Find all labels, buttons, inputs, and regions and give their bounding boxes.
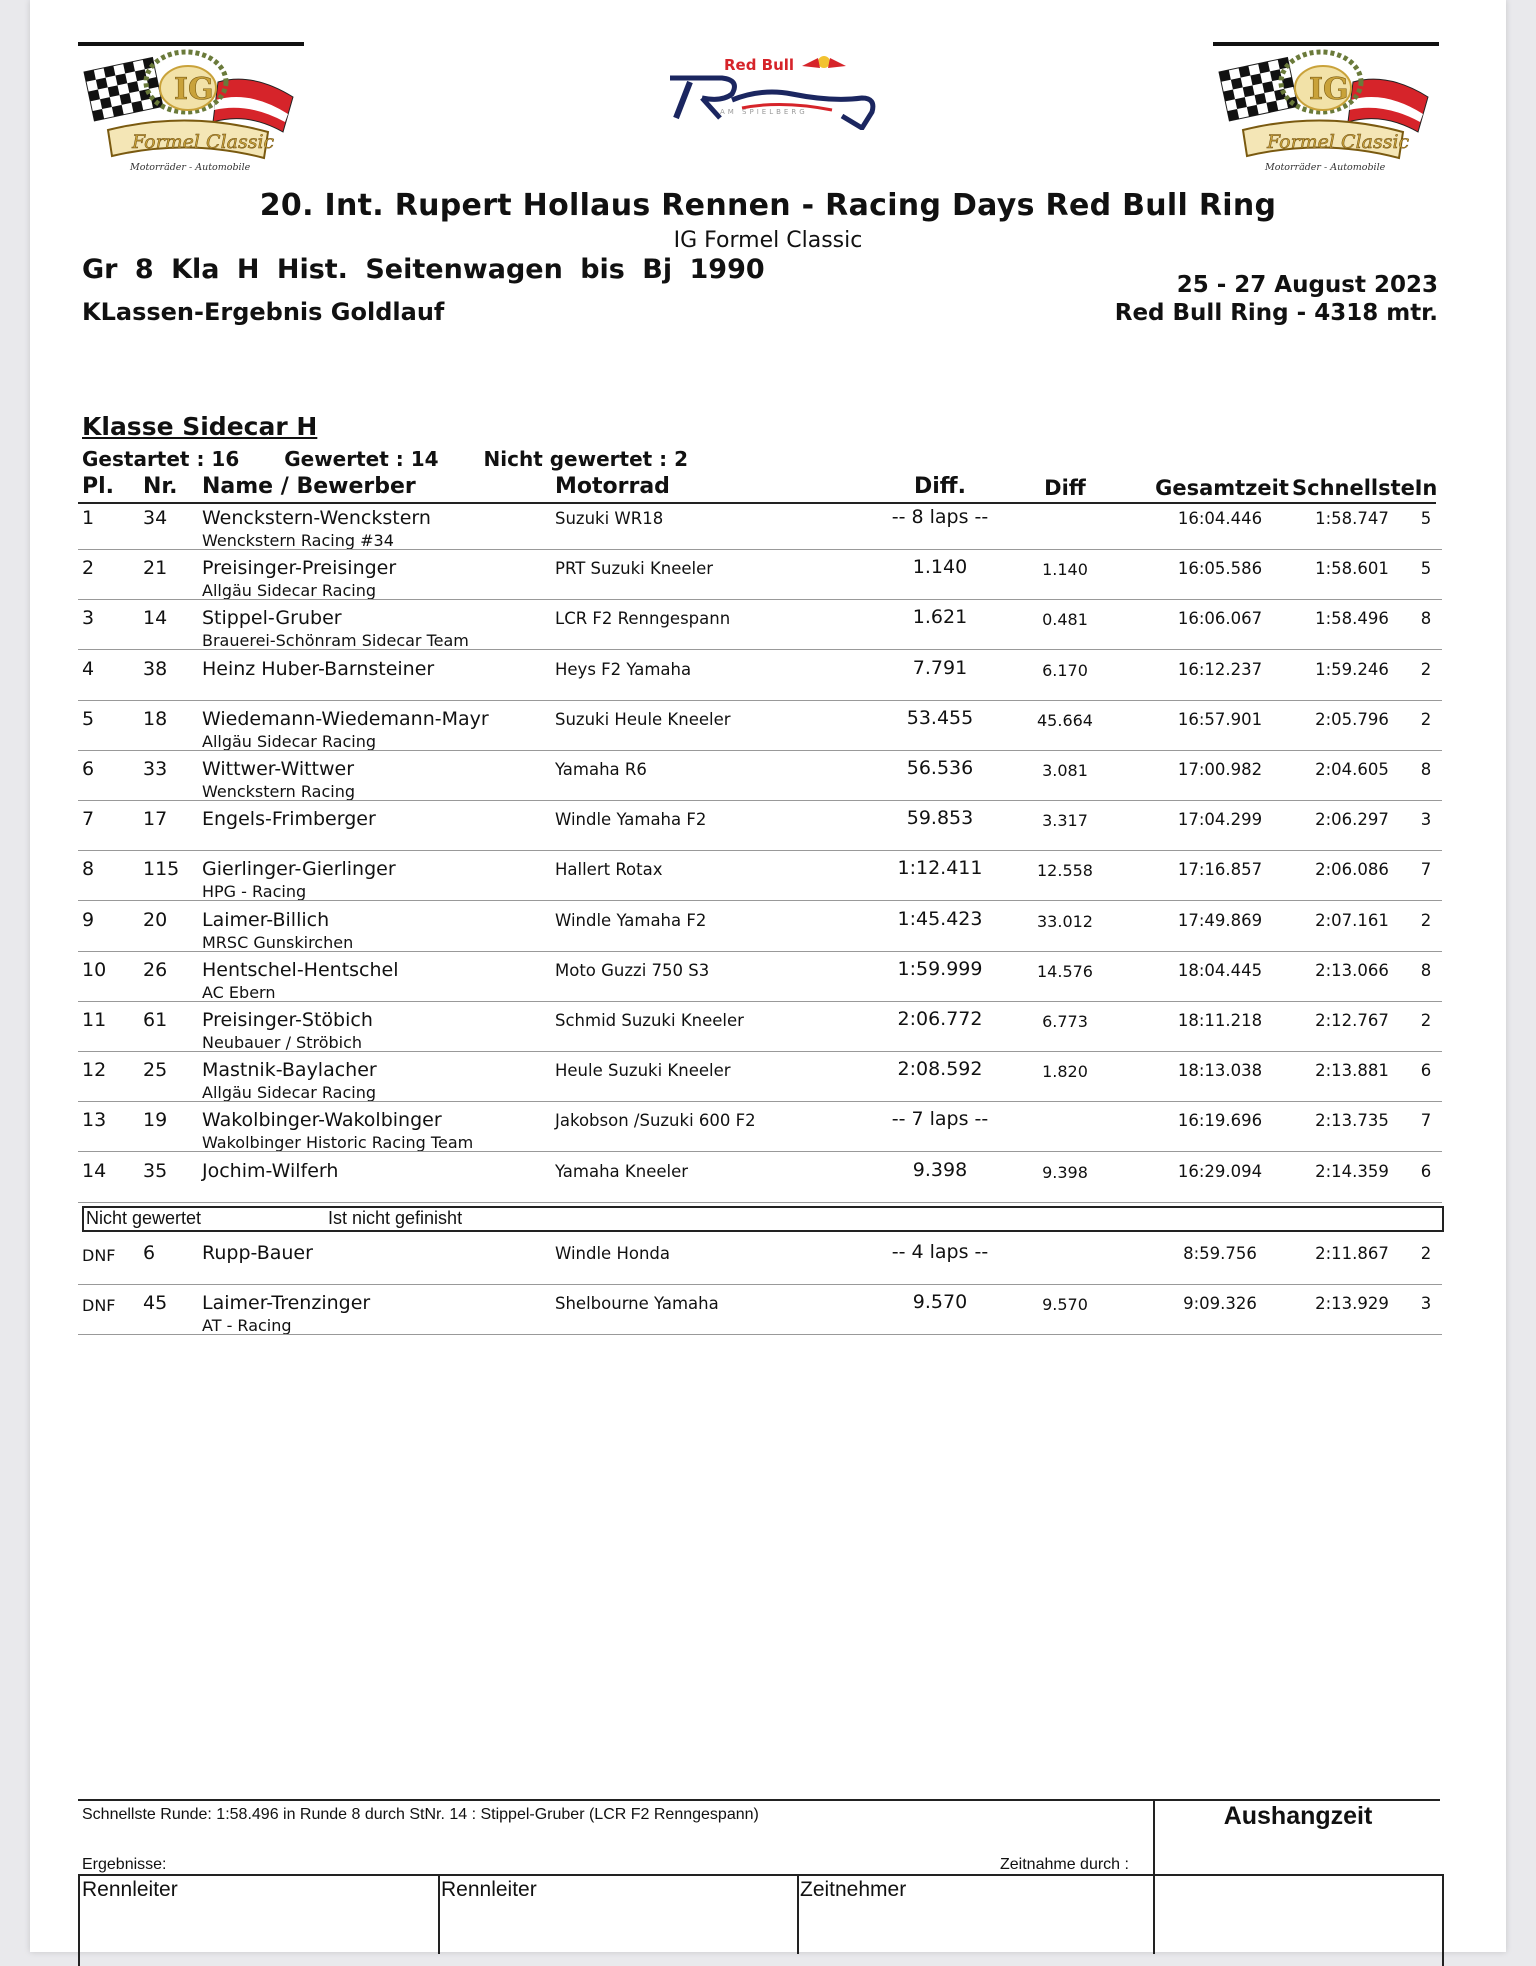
col-header-total: Gesamtzeit — [1155, 476, 1289, 500]
row-place: DNF — [82, 1246, 116, 1265]
row-name: Rupp-Bauer — [202, 1242, 313, 1264]
row-separator — [78, 700, 1442, 701]
row-separator — [78, 900, 1442, 901]
row-team: Wakolbinger Historic Racing Team — [202, 1133, 474, 1153]
row-place: 6 — [82, 758, 95, 780]
row-total-time: 17:04.299 — [1177, 810, 1263, 830]
row-name: Engels-Frimberger — [202, 808, 376, 831]
event-subtitle: IG Formel Classic — [673, 228, 863, 253]
event-venue: Red Bull Ring - 4318 mtr. — [1114, 300, 1438, 326]
ergebnisse-label: Ergebnisse: — [82, 1856, 167, 1873]
row-name: Wakolbinger-Wakolbinger — [202, 1109, 442, 1132]
results-sheet — [30, 0, 1506, 1952]
row-team: Allgäu Sidecar Racing — [202, 731, 376, 751]
row-separator — [78, 1001, 1442, 1002]
row-diff: 1:45.423 — [897, 907, 983, 930]
signature-zeitnehmer: Zeitnehmer — [800, 1878, 907, 1901]
row-name: Preisinger-Preisinger — [202, 557, 397, 580]
row-fastest-in-lap: 2 — [1420, 659, 1432, 679]
row-name: Laimer-Billich — [202, 908, 330, 931]
row-diff-prev: 1.140 — [1042, 560, 1088, 580]
row-number: 18 — [143, 707, 168, 730]
row-number: 115 — [143, 858, 180, 881]
row-diff-prev: 3.081 — [1042, 761, 1088, 780]
row-separator — [78, 649, 1442, 650]
fastest-lap-note: Schnellste Runde: 1:58.496 in Runde 8 durch StNr. 14 : Stippel-Gruber (LCR F2 Renngespann) — [82, 1806, 759, 1823]
red-bull-ring-logo — [662, 48, 882, 130]
row-bike: LCR F2 Renngespann — [555, 609, 731, 629]
row-total-time: 17:49.869 — [1177, 910, 1263, 930]
row-fastest-lap: 2:13.929 — [1315, 1294, 1389, 1314]
row-diff-prev: 33.012 — [1037, 911, 1093, 931]
row-bike: Heys F2 Yamaha — [555, 659, 692, 679]
row-name: Hentschel-Hentschel — [202, 958, 399, 981]
row-fastest-in-lap: 6 — [1420, 1161, 1432, 1181]
row-diff: 2:06.772 — [897, 1008, 983, 1030]
row-diff-prev: 45.664 — [1037, 710, 1093, 730]
col-header-diff2: Diff — [1044, 476, 1086, 500]
row-number: 6 — [143, 1242, 156, 1264]
row-separator — [78, 850, 1442, 851]
row-team: Wenckstern Racing #34 — [202, 531, 394, 550]
row-number: 34 — [143, 507, 168, 529]
row-diff: 9.398 — [912, 1158, 968, 1181]
row-diff-prev: 6.170 — [1042, 660, 1088, 680]
row-diff-prev: 1.820 — [1042, 1062, 1088, 1082]
row-separator — [78, 1151, 1442, 1152]
row-place: 4 — [82, 657, 95, 680]
signature-rennleiter-2: Rennleiter — [441, 1878, 537, 1901]
svg-text:Motorräder - Automobile: Motorräder - Automobile — [130, 162, 251, 173]
signature-divider — [797, 1874, 799, 1954]
row-fastest-in-lap: 2 — [1420, 1011, 1432, 1030]
row-team: Allgäu Sidecar Racing — [202, 1083, 376, 1103]
row-diff: 53.455 — [906, 706, 974, 729]
row-fastest-lap: 1:58.747 — [1315, 509, 1389, 528]
svg-text:AM SPIELBERG: AM SPIELBERG — [720, 108, 808, 116]
row-total-time: 18:04.445 — [1177, 960, 1263, 980]
row-separator — [78, 1334, 1442, 1335]
row-name: Laimer-Trenzinger — [202, 1292, 371, 1315]
not-classified-box — [82, 1206, 1444, 1232]
row-fastest-in-lap: 2 — [1420, 709, 1432, 729]
row-total-time: 17:00.982 — [1177, 760, 1263, 779]
row-total-time: 18:11.218 — [1177, 1011, 1263, 1030]
row-name: Mastnik-Baylacher — [202, 1059, 377, 1082]
header-rule — [78, 502, 1436, 504]
row-bike: Hallert Rotax — [555, 860, 663, 880]
row-number: 14 — [143, 607, 168, 630]
rated-count: Gewertet : 14 — [284, 447, 439, 471]
row-team: Allgäu Sidecar Racing — [202, 581, 376, 601]
row-fastest-lap: 1:58.496 — [1315, 609, 1389, 629]
row-fastest-lap: 2:05.796 — [1315, 709, 1389, 729]
row-separator — [78, 1202, 1442, 1203]
row-fastest-in-lap: 8 — [1420, 760, 1432, 779]
row-fastest-lap: 2:06.086 — [1315, 860, 1389, 880]
class-stats — [82, 447, 726, 471]
col-header-pl: Pl. — [82, 474, 115, 499]
row-fastest-lap: 2:13.735 — [1315, 1111, 1389, 1131]
row-total-time: 16:19.696 — [1177, 1111, 1263, 1131]
svg-text:IG: IG — [1309, 72, 1349, 107]
row-number: 33 — [143, 758, 168, 780]
row-place: 5 — [82, 707, 95, 730]
row-total-time: 18:13.038 — [1177, 1061, 1263, 1081]
not-classified-label: Nicht gewertet — [86, 1208, 202, 1228]
row-fastest-lap: 2:13.881 — [1315, 1061, 1389, 1081]
row-name: Stippel-Gruber — [202, 607, 342, 630]
row-team: HPG - Racing — [202, 882, 307, 902]
event-title: 20. Int. Rupert Hollaus Rennen - Racing Days Red Bull Ring — [259, 188, 1277, 223]
row-place: 14 — [82, 1159, 107, 1182]
row-team: AC Ebern — [202, 982, 276, 1002]
row-total-time: 16:05.586 — [1177, 559, 1263, 579]
aushang-label: Aushangzeit — [1223, 1802, 1373, 1830]
signature-divider — [438, 1874, 440, 1954]
svg-text:Motorräder - Automobile: Motorräder - Automobile — [1265, 162, 1386, 173]
row-bike: Schmid Suzuki Kneeler — [555, 1011, 744, 1030]
row-place: 13 — [82, 1109, 107, 1132]
row-diff: 1.140 — [912, 556, 968, 579]
row-fastest-lap: 1:58.601 — [1315, 559, 1389, 579]
row-separator — [78, 599, 1442, 600]
row-bike: Suzuki Heule Kneeler — [555, 709, 731, 729]
row-bike: Shelbourne Yamaha — [555, 1294, 719, 1314]
row-diff: -- 4 laps -- — [891, 1241, 989, 1263]
row-bike: Windle Yamaha F2 — [555, 810, 707, 830]
row-diff: 1:59.999 — [897, 957, 983, 980]
row-diff: 1:12.411 — [897, 857, 983, 880]
row-place: 7 — [82, 808, 95, 831]
col-header-fastest: Schnellste — [1292, 476, 1415, 500]
group-class-title: Gr 8 Kla H Hist. Seitenwagen bis Bj 1990 — [82, 254, 765, 285]
row-bike: Suzuki WR18 — [555, 509, 664, 528]
row-fastest-in-lap: 3 — [1420, 1294, 1432, 1314]
svg-text:Formel Classic: Formel Classic — [132, 131, 275, 153]
signature-row — [78, 1874, 1444, 1966]
row-team: Wenckstern Racing — [202, 782, 356, 801]
col-header-diff: Diff. — [914, 474, 966, 499]
svg-text:Red Bull: Red Bull — [724, 56, 795, 74]
result-label: KLassen-Ergebnis Goldlauf — [82, 298, 445, 326]
row-diff: -- 7 laps -- — [891, 1108, 989, 1131]
row-name: Jochim-Wilferh — [202, 1159, 339, 1182]
row-number: 25 — [143, 1059, 168, 1082]
row-diff: 7.791 — [912, 656, 968, 679]
row-number: 26 — [143, 958, 168, 981]
not-classified-reason: Ist nicht gefinisht — [328, 1208, 463, 1228]
row-separator — [78, 1051, 1442, 1052]
col-header-nr: Nr. — [143, 474, 178, 499]
row-bike: Moto Guzzi 750 S3 — [555, 960, 710, 980]
row-number: 19 — [143, 1109, 168, 1132]
row-team: Neubauer / Ströbich — [202, 1033, 363, 1052]
row-bike: Heule Suzuki Kneeler — [555, 1061, 731, 1081]
row-team: AT - Racing — [202, 1316, 292, 1336]
row-fastest-lap: 2:13.066 — [1315, 960, 1389, 980]
row-total-time: 16:29.094 — [1177, 1161, 1263, 1181]
row-bike: Yamaha Kneeler — [555, 1161, 689, 1181]
row-bike: PRT Suzuki Kneeler — [555, 559, 714, 579]
row-number: 35 — [143, 1159, 168, 1182]
row-fastest-in-lap: 8 — [1420, 960, 1432, 980]
row-place: 3 — [82, 607, 95, 630]
row-team: MRSC Gunskirchen — [202, 932, 354, 952]
row-name: Wiedemann-Wiedemann-Mayr — [202, 707, 489, 730]
row-total-time: 16:04.446 — [1177, 509, 1263, 528]
row-total-time: 16:06.067 — [1177, 609, 1263, 629]
row-name: Wittwer-Wittwer — [202, 758, 355, 780]
row-total-time: 8:59.756 — [1183, 1244, 1257, 1263]
row-fastest-in-lap: 7 — [1420, 860, 1432, 880]
row-diff-prev: 3.317 — [1042, 811, 1088, 831]
row-name: Gierlinger-Gierlinger — [202, 858, 396, 881]
row-separator — [78, 549, 1442, 550]
class-title: Klasse Sidecar H — [82, 412, 318, 441]
row-fastest-in-lap: 2 — [1420, 910, 1432, 930]
row-diff-prev: 0.481 — [1042, 610, 1088, 630]
col-header-in: In — [1414, 476, 1438, 500]
row-name: Wenckstern-Wenckstern — [202, 507, 431, 529]
row-number: 17 — [143, 808, 168, 831]
ig-formel-classic-logo-right — [1213, 42, 1439, 178]
started-count: Gestartet : 16 — [82, 447, 240, 471]
row-place: 8 — [82, 858, 95, 881]
row-total-time: 9:09.326 — [1183, 1294, 1257, 1314]
row-diff: 2:08.592 — [897, 1058, 983, 1081]
row-fastest-in-lap: 3 — [1420, 810, 1432, 830]
row-total-time: 16:12.237 — [1177, 659, 1263, 679]
row-team: Brauerei-Schönram Sidecar Team — [202, 631, 469, 651]
row-total-time: 16:57.901 — [1177, 709, 1263, 729]
row-fastest-in-lap: 5 — [1420, 559, 1432, 579]
row-separator — [78, 1101, 1442, 1102]
svg-text:IG: IG — [174, 72, 214, 107]
row-diff-prev: 9.570 — [1042, 1295, 1088, 1315]
row-place: 11 — [82, 1009, 107, 1031]
row-place: 9 — [82, 908, 95, 931]
row-separator — [78, 951, 1442, 952]
col-header-name: Name / Bewerber — [202, 474, 416, 499]
row-diff: 1.621 — [912, 606, 968, 629]
row-separator — [78, 800, 1442, 801]
row-bike: Yamaha R6 — [555, 760, 647, 779]
event-date: 25 - 27 August 2023 — [1176, 272, 1438, 298]
signature-rennleiter-1: Rennleiter — [82, 1878, 178, 1901]
row-diff: 9.570 — [912, 1291, 968, 1314]
row-diff-prev: 14.576 — [1037, 961, 1093, 981]
row-fastest-in-lap: 2 — [1420, 1244, 1432, 1263]
row-fastest-in-lap: 8 — [1420, 609, 1432, 629]
row-total-time: 17:16.857 — [1177, 860, 1263, 880]
row-fastest-in-lap: 7 — [1420, 1111, 1432, 1131]
row-fastest-lap: 2:04.605 — [1315, 760, 1389, 779]
col-header-bike: Motorrad — [555, 474, 670, 499]
row-place: DNF — [82, 1296, 116, 1316]
row-fastest-in-lap: 6 — [1420, 1061, 1432, 1081]
row-bike: Windle Yamaha F2 — [555, 910, 707, 930]
row-diff-prev: 6.773 — [1042, 1012, 1088, 1031]
row-number: 45 — [143, 1292, 168, 1315]
row-separator — [78, 1284, 1442, 1285]
row-fastest-lap: 2:06.297 — [1315, 810, 1389, 830]
row-place: 1 — [82, 507, 95, 529]
ig-formel-classic-logo-left — [78, 42, 304, 178]
row-fastest-in-lap: 5 — [1420, 509, 1432, 528]
svg-text:Ring: Ring — [662, 48, 665, 49]
row-number: 20 — [143, 908, 168, 931]
signature-divider — [1153, 1874, 1155, 1954]
row-fastest-lap: 1:59.246 — [1315, 659, 1389, 679]
row-name: Preisinger-Stöbich — [202, 1009, 373, 1031]
row-fastest-lap: 2:11.867 — [1315, 1244, 1389, 1263]
row-place: 2 — [82, 557, 95, 580]
svg-text:Formel Classic: Formel Classic — [1267, 131, 1410, 153]
row-number: 38 — [143, 657, 168, 680]
row-number: 21 — [143, 557, 168, 580]
row-place: 12 — [82, 1059, 107, 1082]
zeitnahme-label: Zeitnahme durch : — [1000, 1856, 1129, 1873]
row-bike: Jakobson /Suzuki 600 F2 — [555, 1111, 756, 1131]
row-place: 10 — [82, 958, 107, 981]
row-diff: -- 8 laps -- — [891, 506, 989, 528]
row-diff-prev: 9.398 — [1042, 1162, 1088, 1182]
row-bike: Windle Honda — [555, 1244, 670, 1263]
row-separator — [78, 750, 1442, 751]
row-diff: 56.536 — [906, 757, 974, 779]
footer-rule — [78, 1799, 1440, 1801]
row-diff: 59.853 — [906, 807, 974, 830]
not-rated-count: Nicht gewertet : 2 — [483, 447, 689, 471]
row-fastest-lap: 2:07.161 — [1315, 910, 1389, 930]
row-fastest-lap: 2:12.767 — [1315, 1011, 1389, 1030]
row-number: 61 — [143, 1009, 168, 1031]
row-fastest-lap: 2:14.359 — [1315, 1161, 1389, 1181]
row-name: Heinz Huber-Barnsteiner — [202, 657, 435, 680]
row-diff-prev: 12.558 — [1037, 861, 1093, 881]
